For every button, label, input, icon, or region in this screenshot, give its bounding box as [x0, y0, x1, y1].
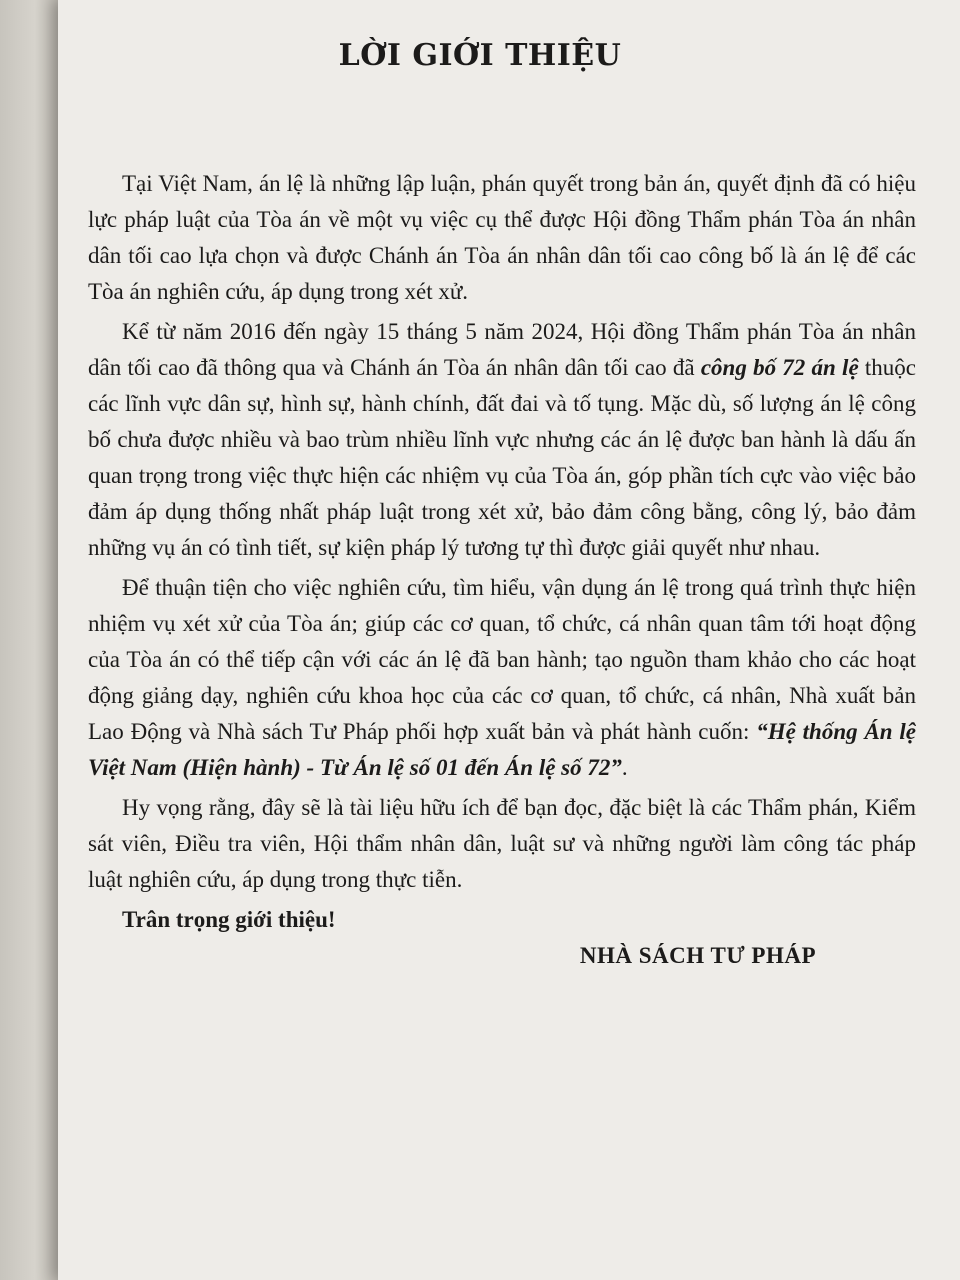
- book-spine-edge: [0, 0, 58, 1280]
- paragraph-2-text-start: Kể từ năm 2016 đến ngày 15 tháng 5 năm 2024, Hội đồng Thẩm phán Tòa án nhân dân tối cao đã thông qua và Chánh án Tòa án nhân dân tối cao đã: [88, 319, 916, 380]
- book-title-emphasis: “Hệ thống Án lệ Việt Nam (Hiện hành) - Từ Án lệ số 01 đến Án lệ số 72”: [88, 719, 916, 780]
- paragraph-4: Hy vọng rằng, đây sẽ là tài liệu hữu ích để bạn đọc, đặc biệt là các Thẩm phán, Kiểm sát viên, Điều tra viên, Hội thẩm nhân dân, luật sư và những người làm công tác pháp luật nghiên cứu, áp dụng trong thực tiễn.: [88, 795, 916, 892]
- paragraph-3-text-start: Để thuận tiện cho việc nghiên cứu, tìm hiểu, vận dụng án lệ trong quá trình thực hiện nhiệm vụ xét xử của Tòa án; giúp các cơ quan, tổ chức, cá nhân quan tâm tới hoạt động của Tòa án có thể tiếp cận với các án lệ đã ban hành; tạo nguồn tham khảo cho các hoạt động giảng dạy, nghiên cứu khoa học của các cơ quan, tổ chức, cá nhân, Nhà xuất bản Lao Động và Nhà sách Tư Pháp phối hợp xuất bản và phát hành cuốn:: [88, 575, 916, 744]
- paragraph-1: Tại Việt Nam, án lệ là những lập luận, phán quyết trong bản án, quyết định đã có hiệu lực pháp luật của Tòa án về một vụ việc cụ thể được Hội đồng Thẩm phán Tòa án nhân dân tối cao lựa chọn và được Chánh án Tòa án nhân dân tối cao công bố là án lệ để các Tòa án nghiên cứu, áp dụng trong xét xử.: [88, 171, 916, 304]
- page-title: LỜI GIỚI THIỆU: [338, 38, 622, 73]
- paragraph-2-emphasis: công bố 72 án lệ: [700, 355, 859, 380]
- paragraph-3-text-end: .: [621, 755, 628, 780]
- closing-line: Trân trọng giới thiệu!: [122, 907, 336, 932]
- paragraph-2: [88, 314, 916, 566]
- document-body: [88, 166, 916, 974]
- paragraph-3: [88, 570, 916, 786]
- signature: NHÀ SÁCH TƯ PHÁP: [579, 943, 816, 968]
- paragraph-2-text-end: thuộc các lĩnh vực dân sự, hình sự, hành chính, đất đai và tố tụng. Mặc dù, số lượng án lệ công bố chưa được nhiều và bao trùm nhiều lĩnh vực nhưng các án lệ được ban hành là dấu ấn quan trọng trong việc thực hiện các nhiệm vụ của Tòa án, góp phần tích cực vào việc bảo đảm áp dụng thống nhất pháp luật trong xét xử, bảo đảm công bằng, công lý, bảo đảm những vụ án có tình tiết, sự kiện pháp lý tương tự thì được giải quyết như nhau.: [88, 355, 917, 560]
